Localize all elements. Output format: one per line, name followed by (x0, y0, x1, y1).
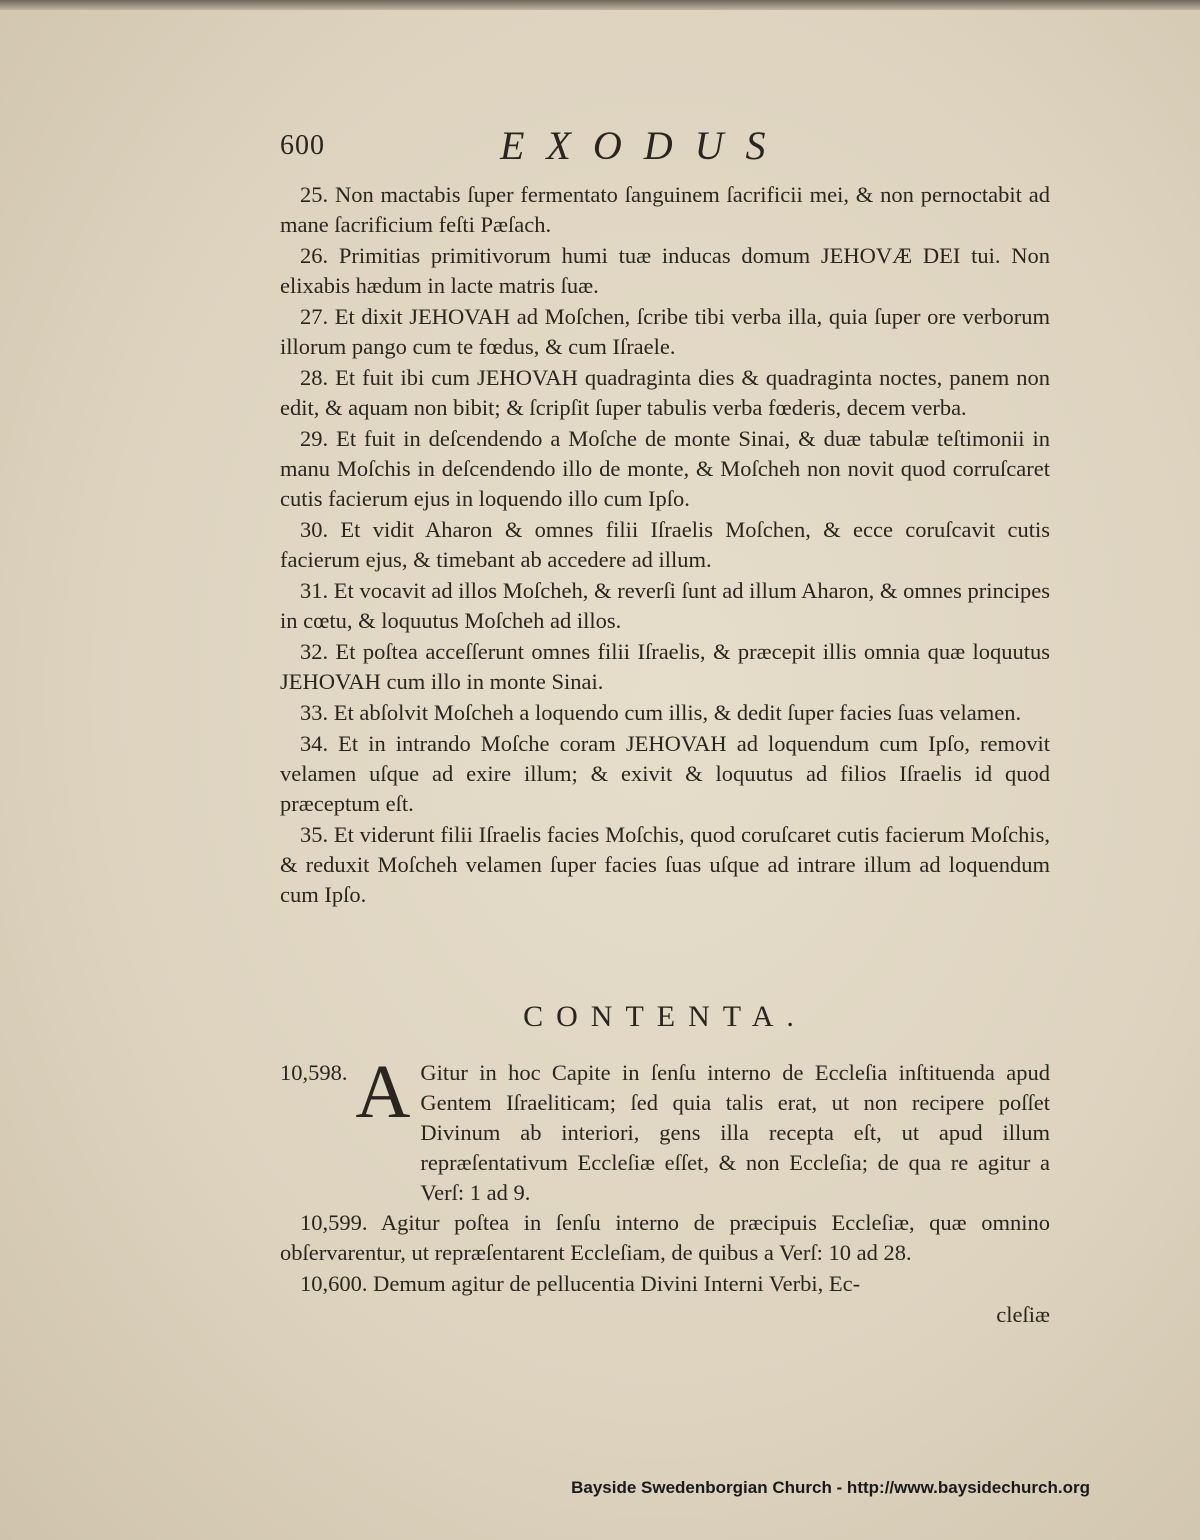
running-title: EXODUS (500, 123, 788, 168)
contenta-paragraph-10598 (280, 1050, 1050, 1208)
verse-32: 32. Et poſtea acceſſerunt omnes filii Iſraelis, & præcepit illis omnia quæ loquutus JEHOVAH cum illo in monte Sinai. (280, 639, 1050, 694)
verse-34: 34. Et in intrando Moſche coram JEHOVAH ad loquendum cum Ipſo, removit velamen uſque ad exire illum; & exivit & loquutus ad filios Iſraelis id quod præceptum eſt. (280, 731, 1050, 816)
page-header (280, 122, 1060, 172)
verse-31: 31. Et vocavit ad illos Moſcheh, & reverſi ſunt ad illum Aharon, & omnes principes in cœtu, & loquutus Moſcheh ad illos. (280, 578, 1050, 633)
verse-35: 35. Et viderunt filii Iſraelis facies Moſchis, quod coruſcaret cutis facierum Moſchis, & reduxit Moſcheh velamen ſuper facies ſuas uſque ad intrare illum ad loquendum cum Ipſo. (280, 822, 1050, 907)
verse-27: 27. Et dixit JEHOVAH ad Moſchen, ſcribe tibi verba illa, quia ſuper ore verborum illorum pango cum te fœdus, & cum Iſraele. (280, 304, 1050, 359)
verse-28: 28. Et fuit ibi cum JEHOVAH quadraginta dies & quadraginta noctes, panem non edit, & aquam non bibit; & ſcripſit ſuper tabulis verba fœderis, decem verba. (280, 365, 1050, 420)
verse-33: 33. Et abſolvit Moſcheh a loquendo cum illis, & dedit ſuper facies ſuas velamen. (300, 700, 1022, 725)
verse-29: 29. Et fuit in deſcendendo a Moſche de monte Sinai, & duæ tabulæ teſtimonii in manu Moſchis in deſcendendo illo de monte, & Moſcheh non novit quod corruſcaret cutis facierum ejus in loquendo illo cum Ipſo. (280, 426, 1050, 511)
verse-30: 30. Et vidit Aharon & omnes filii Iſraelis Moſchen, & ecce coruſcavit cutis facierum ejus, & timebant ab accedere ad illum. (280, 517, 1050, 572)
page-number: 600 (280, 130, 325, 161)
section-heading: CONTENTA. (523, 1000, 807, 1033)
verse-25: 25. Non mactabis ſuper fermentato ſanguinem ſacrificii mei, & non pernoctabit ad mane ſacrificium feſti Pæſach. (280, 182, 1050, 237)
drop-cap: A (355, 1050, 411, 1134)
verses-block (280, 180, 1050, 911)
catchword: cleſiæ (996, 1302, 1050, 1327)
paragraph-text: Gitur in hoc Capite in ſenſu interno de Eccleſia inſtituenda apud Gentem Iſraeliticam; ſed quia talis erat, ut non recipere poſſet Divinum ab interiori, gens illa recepta eſt, ut apud illum repræſentativum Eccleſiæ eſſet, & non Eccleſia; de qua re agitur a Verſ: 1 ad 9. (420, 1060, 1050, 1205)
contenta-block (280, 1050, 1050, 1330)
contenta-paragraph-10600: 10,600. Demum agitur de pellucentia Divini Interni Verbi, Ec- (300, 1271, 861, 1296)
footer-credit: Bayside Swedenborgian Church - http://www.baysidechurch.org (571, 1478, 1090, 1497)
page-top-edge (0, 0, 1200, 10)
paragraph-number: 10,598. (280, 1060, 348, 1085)
verse-26: 26. Primitias primitivorum humi tuæ inducas domum JEHOVÆ DEI tui. Non elixabis hædum in lacte matris ſuæ. (280, 243, 1050, 298)
contenta-paragraph-10599: 10,599. Agitur poſtea in ſenſu interno de præcipuis Eccleſiæ, quæ omnino obſervarentur, ut repræſentarent Eccleſiam, de quibus a Verſ: 10 ad 28. (280, 1210, 1050, 1265)
